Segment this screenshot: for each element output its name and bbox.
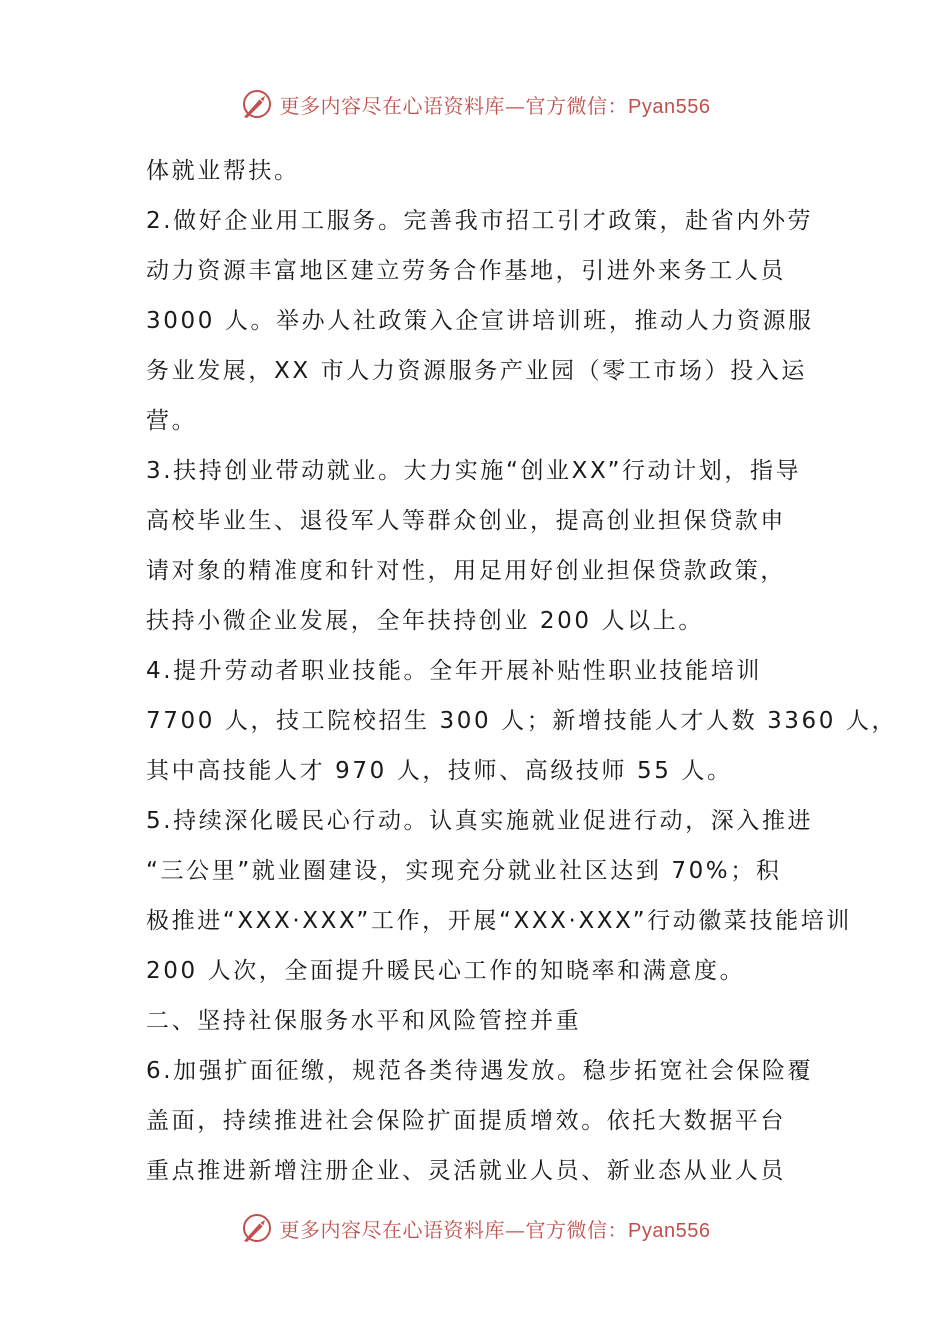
- text-line: 3.扶持创业带动就业。大力实施“创业XX”行动计划，指导: [146, 458, 802, 484]
- text-line: 动力资源丰富地区建立劳务合作基地，引进外来务工人员: [146, 258, 786, 284]
- document-body: [146, 146, 898, 1196]
- text-line: 高校毕业生、退役军人等群众创业，提高创业担保贷款申: [146, 508, 786, 534]
- text-line: 3000 人。举办人社政策入企宣讲培训班，推动人力资源服: [146, 308, 814, 334]
- text-line: 体就业帮扶。: [146, 158, 300, 184]
- pen-nib-logo-icon: [240, 87, 274, 121]
- text-line: “三公里”就业圈建设，实现充分就业社区达到 70%；积: [146, 858, 782, 884]
- text-line: 2.做好企业用工服务。完善我市招工引才政策，赴省内外劳: [146, 208, 814, 234]
- footer-watermark: [0, 1208, 950, 1248]
- header-watermark: [0, 84, 950, 124]
- text-line: 扶持小微企业发展，全年扶持创业 200 人以上。: [146, 608, 704, 634]
- watermark-text: [280, 90, 711, 119]
- text-line: 请对象的精准度和针对性，用足用好创业担保贷款政策，: [146, 558, 786, 584]
- pen-nib-logo-icon: [240, 1211, 274, 1245]
- text-line: 7700 人，技工院校招生 300 人；新增技能人才人数 3360 人，: [146, 708, 898, 734]
- watermark-text-cn: 更多内容尽在心语资料库—官方微信：: [279, 93, 629, 118]
- watermark-text: [280, 1214, 711, 1243]
- text-line: 重点推进新增注册企业、灵活就业人员、新业态从业人员: [146, 1158, 786, 1184]
- text-line: 盖面，持续推进社会保险扩面提质增效。依托大数据平台: [146, 1108, 786, 1134]
- section-heading: 二、坚持社保服务水平和风险管控并重: [146, 1008, 582, 1034]
- text-line: 5.持续深化暖民心行动。认真实施就业促进行动，深入推进: [146, 808, 814, 834]
- text-line: 200 人次，全面提升暖民心工作的知晓率和满意度。: [146, 958, 746, 984]
- text-line: 6.加强扩面征缴，规范各类待遇发放。稳步拓宽社会保险覆: [146, 1058, 814, 1084]
- watermark-wechat-id: Pyan556: [628, 95, 711, 118]
- watermark-wechat-id: Pyan556: [628, 1219, 711, 1242]
- text-line: 其中高技能人才 970 人，技师、高级技师 55 人。: [146, 758, 733, 784]
- watermark-text-cn: 更多内容尽在心语资料库—官方微信：: [279, 1217, 629, 1242]
- text-line: 4.提升劳动者职业技能。全年开展补贴性职业技能培训: [146, 658, 762, 684]
- text-line: 极推进“XXX·XXX”工作，开展“XXX·XXX”行动徽菜技能培训: [146, 908, 852, 934]
- text-line: 务业发展，XX 市人力资源服务产业园（零工市场）投入运: [146, 358, 808, 384]
- text-line: 营。: [146, 408, 198, 434]
